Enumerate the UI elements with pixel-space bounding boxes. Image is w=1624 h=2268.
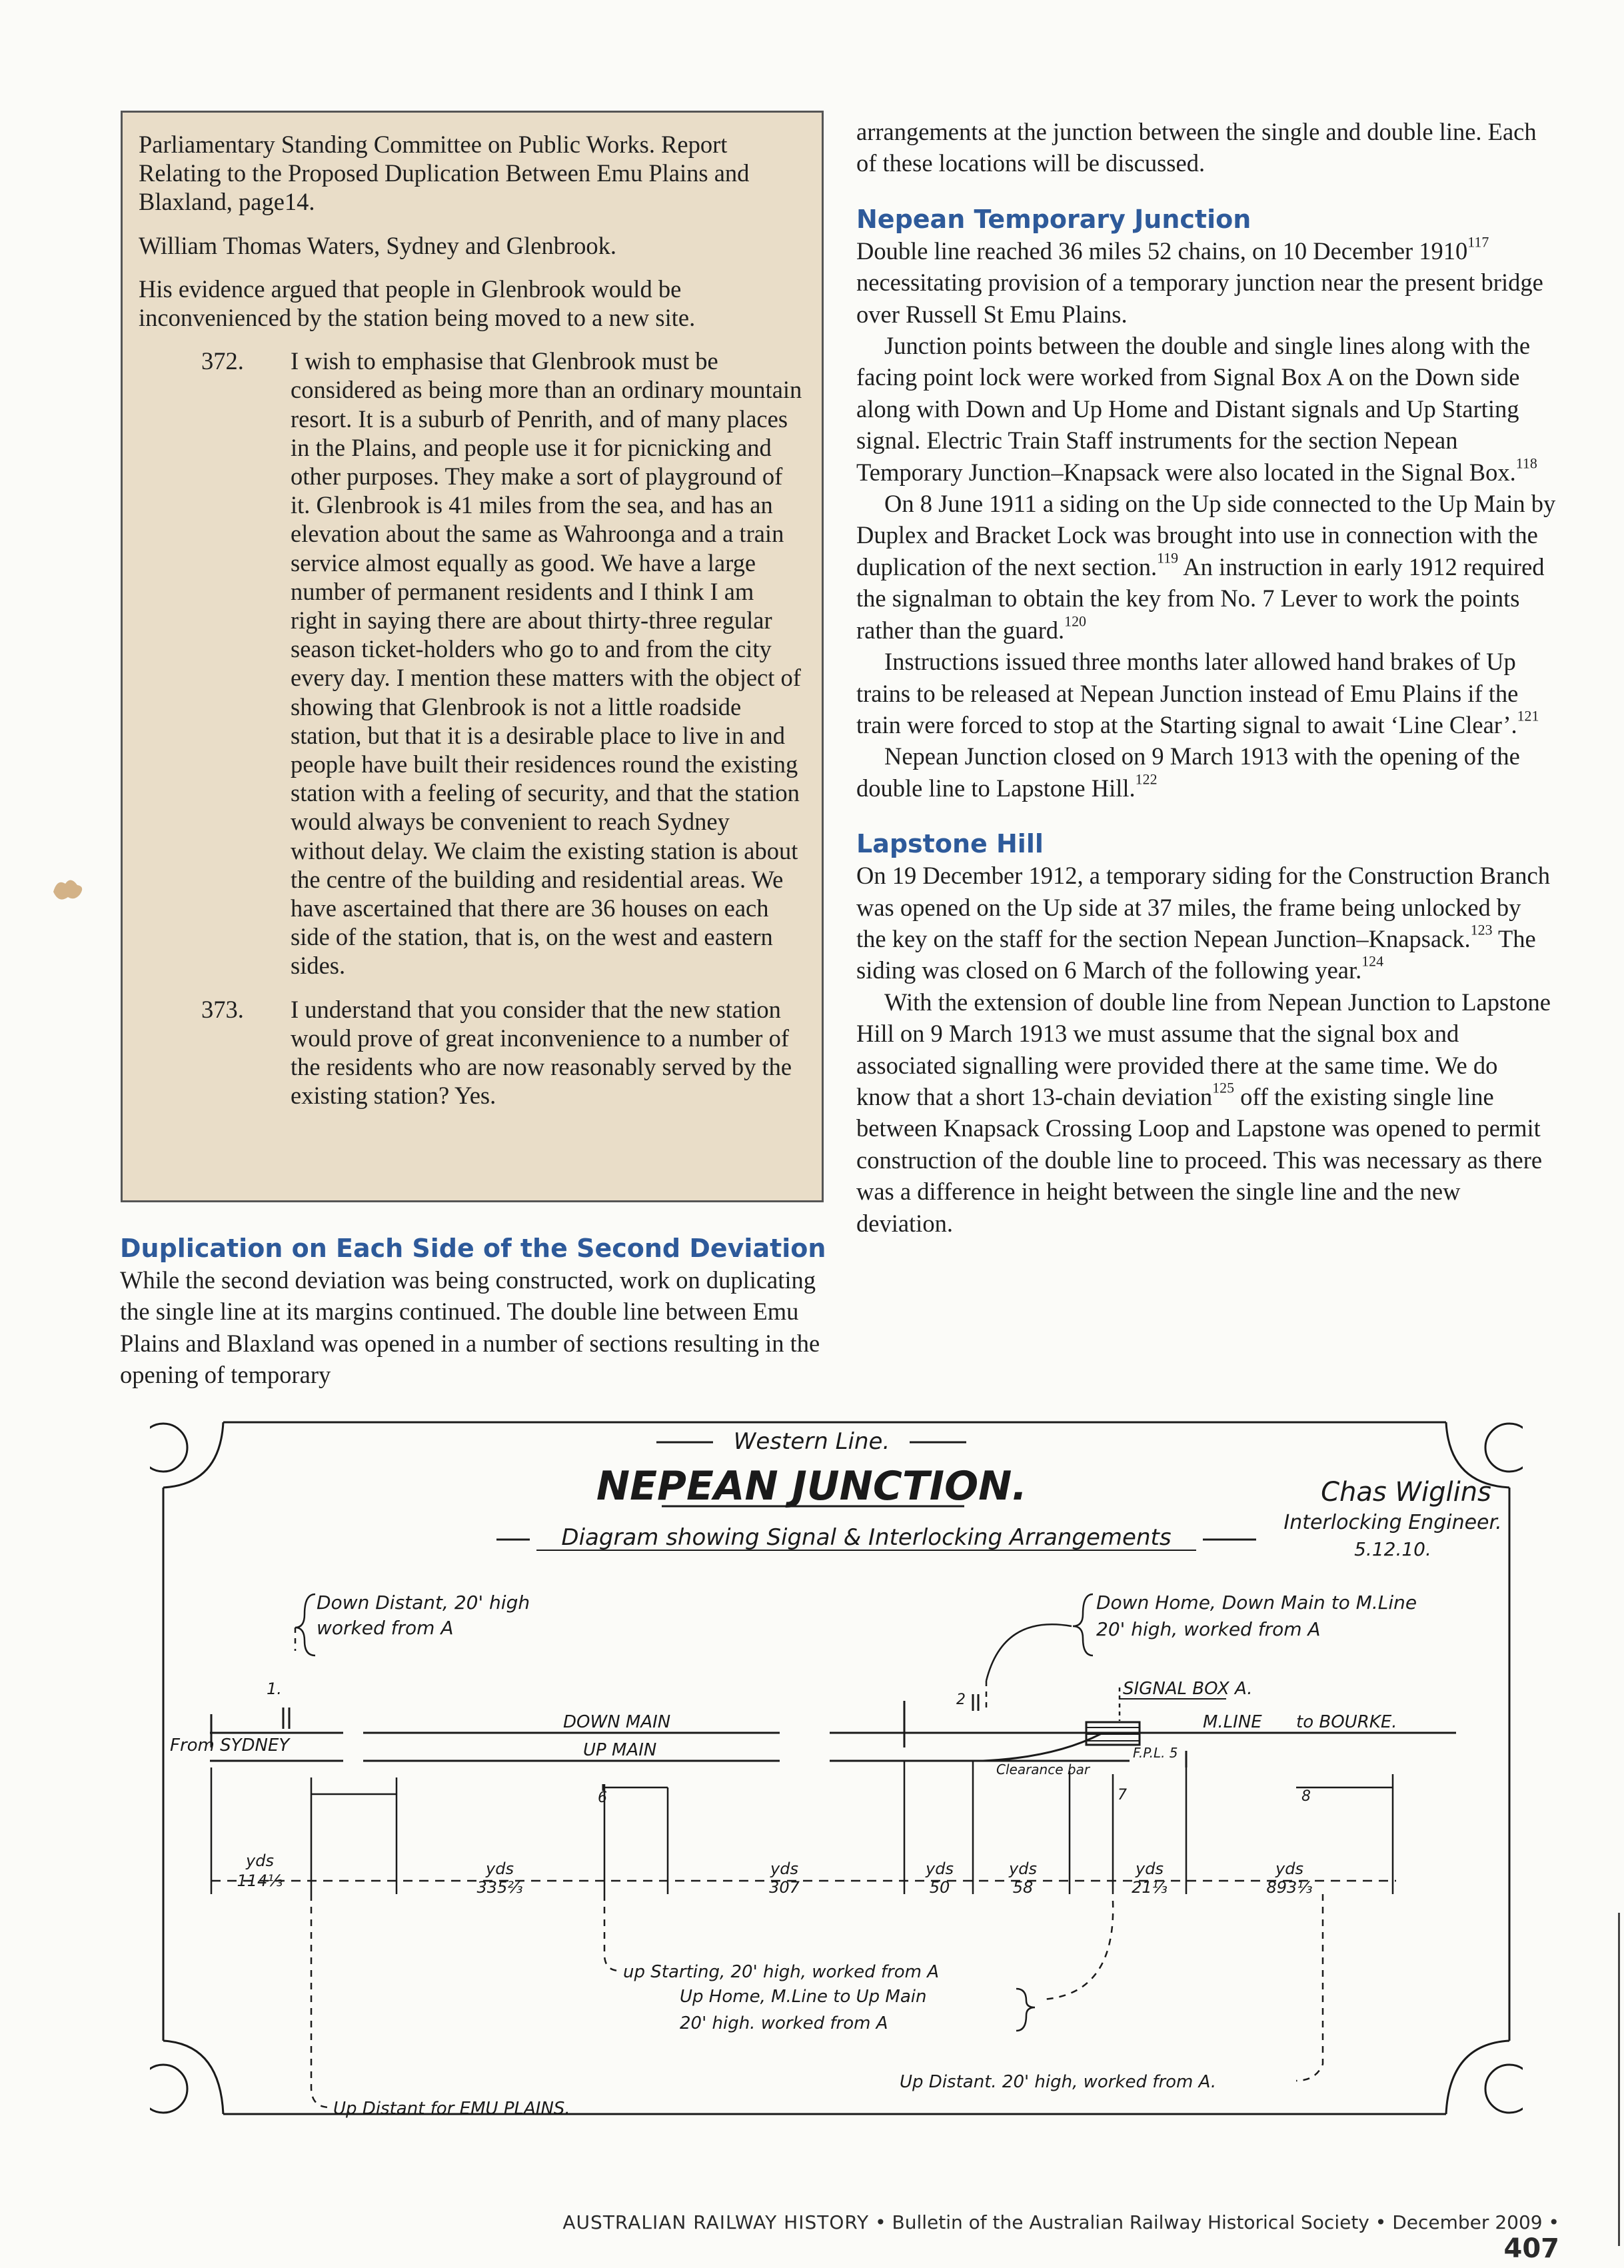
footnote-ref: 124: [1361, 952, 1384, 970]
footnote-ref: 123: [1470, 921, 1493, 938]
distance-2: 335⅔: [476, 1878, 523, 1897]
evidence-item-text: I wish to emphasise that Glenbrook must be considered as being more than an ordinary mountain resort. It is a suburb of Penrith, and of many places in the Plains, and people use it for picnicking and other purposes. They make a sort of playground of it. Glenbrook is 41 miles from the sea, and has an elevation about the same as Wahroonga and a train service almost equally as good. We have a large number of permanent residents and I think I am right in saying there are about thirty-three regular season ticket-holders who go to and from the city every day. I mention these matters with the object of showing that Glenbrook is not a little roadside station, but that it is a desirable place to live in and people have built their residences round the existing station with a feeling of security, and that the station would always be convenient to reach Sydney without delay. We claim the existing station is about the centre of the building and residential areas. We have ascertained that there are 36 houses on each side of the station, that is, on the west and eastern sides.: [291, 347, 802, 980]
footnote-ref: 118: [1515, 455, 1537, 472]
diagram-date: 5.12.10.: [1354, 1538, 1431, 1560]
fpl-label: F.P.L. 5: [1133, 1745, 1178, 1761]
yds-label: yds: [1009, 1859, 1037, 1878]
from-sydney-label: From SYDNEY: [170, 1735, 290, 1755]
distance-5: 58: [1012, 1878, 1034, 1897]
quote-summary: His evidence argued that people in Glenbrook would be inconvenienced by the station being moved to a new site.: [139, 275, 696, 332]
diagram-drawing: [150, 1414, 1523, 2131]
body-paragraph: Instructions issued three months later allowed hand brakes of Up trains to be released at Nepean Junction instead of Emu Plains if the train were forced to stop at the Starting signal to await ‘Line Clear’.$^{121}$: [856, 648, 1539, 738]
note-up-distant: Up Distant. 20' high, worked from A.: [900, 2072, 1217, 2092]
footnote-ref: 122: [1135, 770, 1158, 788]
note-down-distant-worked: worked from A: [317, 1617, 454, 1639]
footnote-ref: 121: [1517, 707, 1539, 724]
body-paragraph: arrangements at the junction between the single and double line. Each of these locations will be discussed.: [856, 118, 1537, 177]
signal-2-label: 2: [956, 1692, 966, 1708]
distance-6: 21⅓: [1132, 1878, 1168, 1897]
note-up-home: Up Home, M.Line to Up Main: [680, 1987, 927, 2007]
yds-label: yds: [246, 1851, 274, 1870]
yds-label: yds: [1275, 1859, 1303, 1878]
body-paragraph: Double line reached 36 miles 52 chains, on 10 December 1910$^{117}$ necessitating provision of a temporary junction near the present bridge over Russell St Emu Plains.: [856, 233, 1543, 328]
distance-4: 50: [929, 1878, 950, 1897]
distance-7: 893⅓: [1266, 1878, 1313, 1897]
footer-date: December 2009: [1392, 2211, 1543, 2233]
footnote-ref: 120: [1064, 612, 1086, 630]
evidence-item: [139, 347, 806, 980]
page-number: 407: [1503, 2233, 1559, 2264]
section-heading-lapstone: Lapstone Hill: [856, 829, 1044, 859]
signal-8-label: 8: [1301, 1788, 1311, 1805]
body-paragraph: With the extension of double line from Nepean Junction to Lapstone Hill on 9 March 1913 we must assume that the signal box and associated signalling were provided there at the same time. We do know that a short 13-chain deviation$^{125}$ off the existing single line between Knapsack Crossing Loop and Lapstone was opened to permit construction of the double line to proceed. This was necessary as there was a difference in height between the single line and the new deviation.: [856, 988, 1551, 1237]
signal-box-label: SIGNAL BOX A.: [1123, 1679, 1253, 1699]
right-column: [856, 116, 1556, 1239]
engineer-signature: Chas Wiglins: [1321, 1477, 1491, 1508]
note-down-home-worked: 20' high, worked from A: [1096, 1618, 1321, 1640]
evidence-item-text: I understand that you consider that the new station would prove of great inconvenience to a number of the residents who are now reasonably served by the existing station? Yes.: [291, 995, 792, 1110]
body-paragraph: Nepean Junction closed on 9 March 1913 with the opening of the double line to Lapstone Hill.$^{122}$: [856, 742, 1520, 802]
signal-6-label: 6: [598, 1789, 607, 1806]
footnote-ref: 125: [1212, 1079, 1235, 1096]
page-footer: AUSTRALIAN RAILWAY HISTORY • Bulletin of the Australian Railway Historical Society • December 2009 • 407: [562, 2211, 1559, 2264]
quote-citation: Parliamentary Standing Committee on Public Works. Report Relating to the Proposed Duplication Between Emu Plains and Blaxland, page14.: [139, 131, 750, 216]
note-up-starting: up Starting, 20' high, worked from A: [623, 1962, 940, 1982]
page-edge-rule: [1618, 1913, 1620, 2246]
yds-label: yds: [486, 1859, 514, 1878]
to-bourke-label: to BOURKE.: [1296, 1712, 1397, 1732]
note-down-distant: Down Distant, 20' high: [317, 1592, 530, 1614]
engineer-title: Interlocking Engineer.: [1283, 1511, 1502, 1534]
yds-label: yds: [1136, 1859, 1164, 1878]
yds-label: yds: [770, 1859, 798, 1878]
body-paragraph: On 8 June 1911 a siding on the Up side connected to the Up Main by Duplex and Bracket Lock was brought into use in connection with the duplication of the next section.$^{119}$ An instruction in early 1912 required the signalman to obtain the key from No. 7 Lever to work the points rather than the guard.$^{120}$: [856, 490, 1556, 644]
section-heading-nepean: Nepean Temporary Junction: [856, 204, 1251, 234]
track-lines: [210, 1733, 1456, 1767]
left-column-section: [120, 1232, 826, 1391]
body-paragraph: On 19 December 1912, a temporary siding for the Construction Branch was opened on the Up side at 37 miles, the frame being unlocked by the key on the staff for the section Nepean Junction–Knapsack.$^{123}$ The siding was closed on 6 March of the following year.$^{124}$: [856, 862, 1550, 984]
evidence-item: [139, 995, 806, 1110]
evidence-item-number: 372.: [201, 347, 244, 375]
note-up-home-worked: 20' high. worked from A: [680, 2013, 888, 2033]
nepean-junction-diagram: [150, 1414, 1523, 2131]
down-main-label: DOWN MAIN: [563, 1712, 671, 1732]
clearance-bar-label: Clearance bar: [996, 1761, 1090, 1777]
western-line-label: Western Line.: [733, 1428, 890, 1455]
distance-3: 307: [769, 1878, 800, 1897]
paper-stain: [48, 872, 88, 906]
section-heading-duplication: Duplication on Each Side of the Second Deviation: [120, 1234, 826, 1263]
yds-label: yds: [926, 1859, 954, 1878]
evidence-item-number: 373.: [201, 995, 244, 1023]
note-up-distant-emu: Up Distant for EMU PLAINS.: [333, 2099, 570, 2119]
footnote-ref: 117: [1467, 233, 1489, 251]
signal-7-label: 7: [1118, 1787, 1127, 1803]
footnote-ref: 119: [1157, 549, 1179, 567]
footer-bulletin: Bulletin of the Australian Railway Historical Society: [892, 2211, 1369, 2233]
body-paragraph: While the second deviation was being constructed, work on duplicating the single line at its margins continued. The double line between Emu Plains and Blaxland was opened in a number of sections resulting in the opening of temporary: [120, 1266, 820, 1389]
signal-1-label: 1.: [267, 1680, 282, 1698]
diagram-subtitle: Diagram showing Signal & Interlocking Arrangements: [561, 1524, 1172, 1551]
note-down-home: Down Home, Down Main to M.Line: [1096, 1592, 1417, 1614]
up-main-label: UP MAIN: [583, 1740, 657, 1760]
quote-witness: William Thomas Waters, Sydney and Glenbrook.: [139, 231, 617, 259]
distance-1: 114⅓: [237, 1871, 283, 1890]
body-paragraph: Junction points between the double and single lines along with the facing point lock were worked from Signal Box A on the Down side along with Down and Up Home and Distant signals and Up Starting signal. Electric Train Staff instruments for the section Nepean Temporary Junction–Knapsack were also located in the Signal Box.$^{118}$: [856, 332, 1537, 486]
footer-publication: AUSTRALIAN RAILWAY HISTORY: [562, 2211, 870, 2233]
diagram-title: NEPEAN JUNCTION.: [596, 1463, 1028, 1510]
m-line-label: M.LINE: [1203, 1712, 1262, 1732]
dimension-line: [211, 1761, 1396, 1894]
evidence-quote-box: [121, 111, 824, 1202]
